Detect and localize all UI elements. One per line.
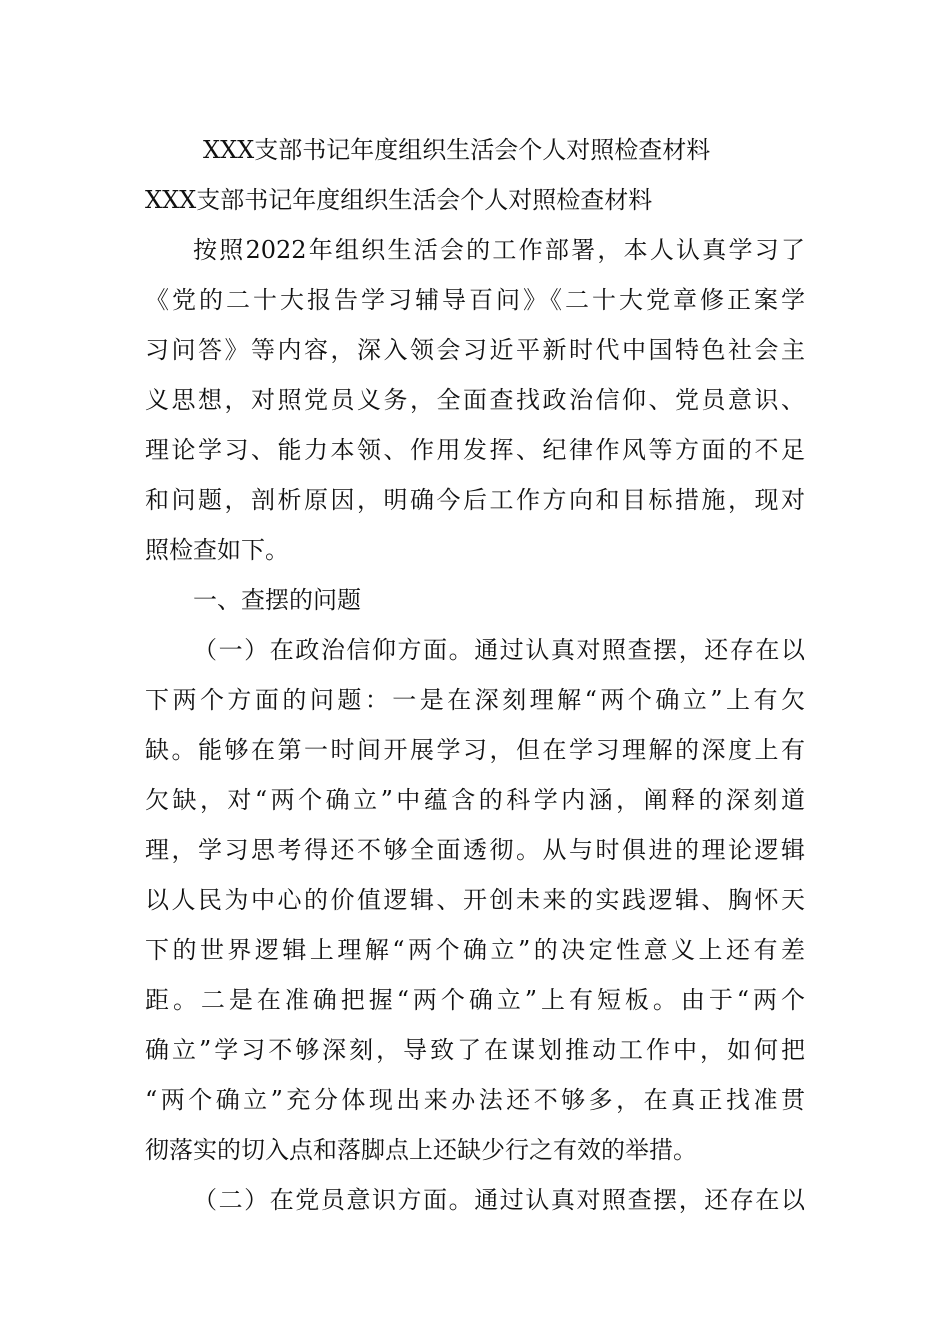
paragraph-line: 《党的二十大报告学习辅导百问》《二十大党章修正案学 xyxy=(145,286,805,314)
paragraph-line: 理，学习思考得还不够全面透彻。从与时俱进的理论逻辑 xyxy=(145,836,805,864)
paragraph-line: 距。二是在准确把握“两个确立”上有短板。由于“两个 xyxy=(145,986,805,1014)
paragraph-line: 照检查如下。 xyxy=(145,536,289,564)
paragraph-line: “两个确立”充分体现出来办法还不够多，在真正找准贯 xyxy=(145,1086,805,1114)
section-heading: 一、查摆的问题 xyxy=(193,586,361,614)
paragraph-line: 缺。能够在第一时间开展学习，但在学习理解的深度上有 xyxy=(145,736,805,764)
document-title: XXX支部书记年度组织生活会个人对照检查材料 xyxy=(203,136,711,164)
paragraph-line: 理论学习、能力本领、作用发挥、纪律作风等方面的不足 xyxy=(145,436,805,464)
paragraph-line: 确立”学习不够深刻，导致了在谋划推动工作中，如何把 xyxy=(145,1036,805,1064)
paragraph-line: 欠缺，对“两个确立”中蕴含的科学内涵，阐释的深刻道 xyxy=(145,786,805,814)
paragraph-line: 和问题，剖析原因，明确今后工作方向和目标措施，现对 xyxy=(145,486,805,514)
paragraph-line: 习问答》等内容，深入领会习近平新时代中国特色社会主 xyxy=(145,336,805,364)
paragraph-line: 按照2022年组织生活会的工作部署，本人认真学习了 xyxy=(193,236,805,264)
paragraph-line: 以人民为中心的价值逻辑、开创未来的实践逻辑、胸怀天 xyxy=(145,886,805,914)
paragraph-line: （一）在政治信仰方面。通过认真对照查摆，还存在以 xyxy=(193,636,805,664)
paragraph-line: 义思想，对照党员义务，全面查找政治信仰、党员意识、 xyxy=(145,386,805,414)
document-subtitle: XXX支部书记年度组织生活会个人对照检查材料 xyxy=(145,186,653,214)
paragraph-line: 下两个方面的问题：一是在深刻理解“两个确立”上有欠 xyxy=(145,686,805,714)
paragraph-line: 彻落实的切入点和落脚点上还缺少行之有效的举措。 xyxy=(145,1136,697,1164)
paragraph-line: 下的世界逻辑上理解“两个确立”的决定性意义上还有差 xyxy=(145,936,805,964)
paragraph-line: （二）在党员意识方面。通过认真对照查摆，还存在以 xyxy=(193,1186,805,1214)
